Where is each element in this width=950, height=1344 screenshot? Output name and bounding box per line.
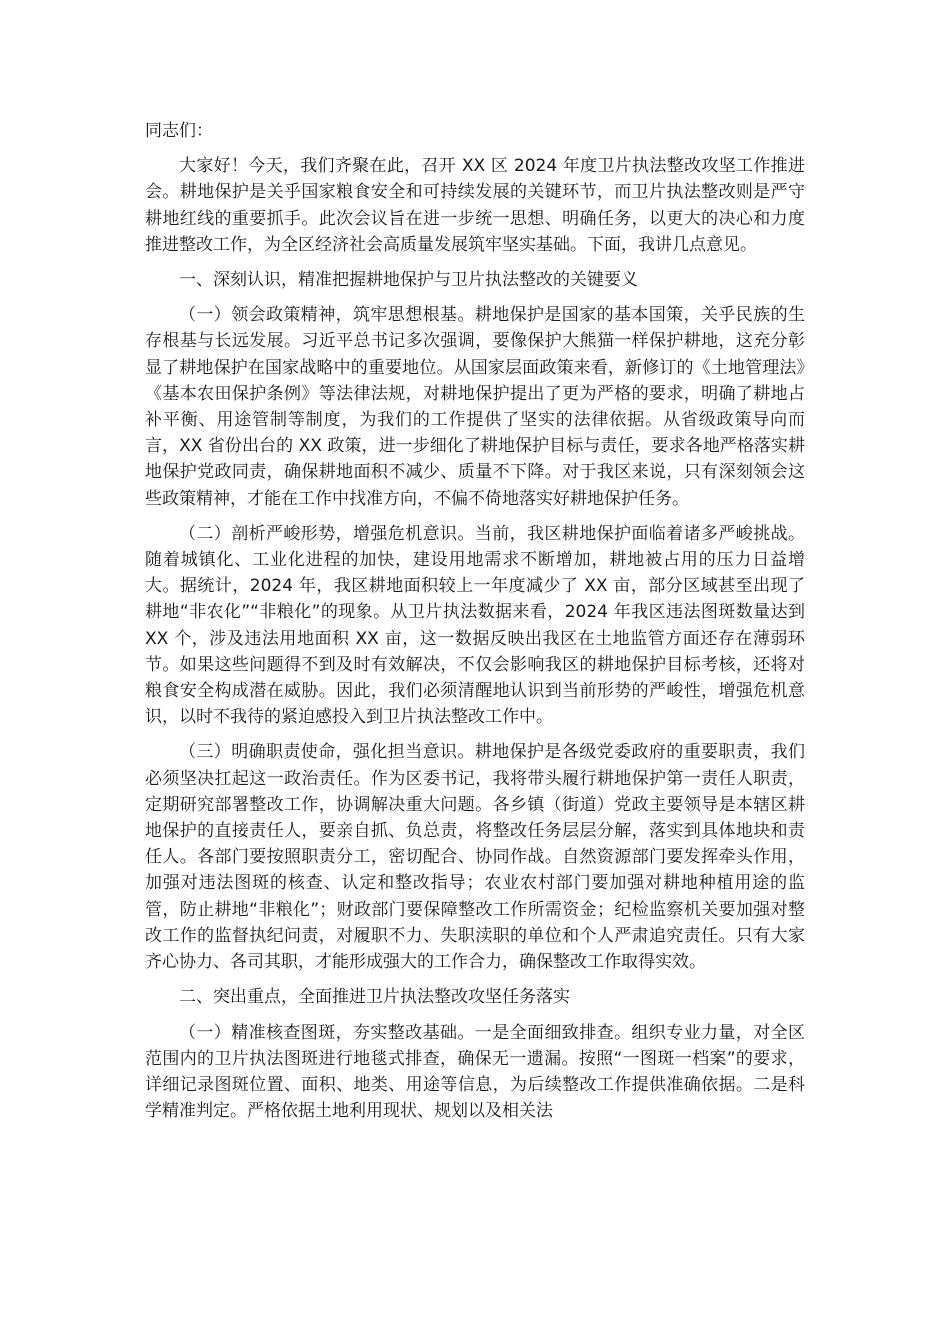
- opening-paragraph: 大家好！今天，我们齐聚在此，召开 XX 区 2024 年度卫片执法整改攻坚工作推进会。耕地保护是关乎国家粮食安全和可持续发展的关键环节，而卫片执法整改则是严守耕地红线的重要抓手。此次会议旨在进一步统一思想、明确任务，以更大的决心和力度推进整改工作，为全区经济社会高质量发展筑牢坚实基础。下面，我讲几点意见。: [145, 156, 805, 255]
- body-paragraph: （三）明确职责使命，强化担当意识。耕地保护是各级党委政府的重要职责，我们必须坚决扛起这一政治责任。作为区委书记，我将带头履行耕地保护第一责任人职责，定期研究部署整改工作，协调解决重大问题。各乡镇（街道）党政主要领导是本辖区耕地保护的直接责任人，要亲自抓、负总责，将整改任务层层分解，落实到具体地块和责任人。各部门要按照职责分工，密切配合、协同作战。自然资源部门要发挥牵头作用，加强对违法图斑的核查、认定和整改指导；农业农村部门要加强对耕地种植用途的监管，防止耕地“非粮化”；财政部门要保障整改工作所需资金；纪检监察机关要加强对整改工作的监督执纪问责，对履职不力、失职渎职的单位和个人严肃追究责任。只有大家齐心协力、各司其职，才能形成强大的工作合力，确保整改工作取得实效。: [145, 742, 805, 973]
- body-paragraph: （二）剖析严峻形势，增强危机意识。当前，我区耕地保护面临着诸多严峻挑战。随着城镇化、工业化进程的加快，建设用地需求不断增加，耕地被占用的压力日益增大。据统计，2024 年，我区耕地面积较上一年度减少了 XX 亩，部分区域甚至出现了耕地“非农化”“非粮化”的现象。从卫片执法数据来看，2024 年我区违法图斑数量达到 XX 个，涉及违法用地面积 XX 亩，这一数据反映出我区在土地监管方面还存在薄弱环节。如果这些问题得不到及时有效解决，不仅会影响我区的耕地保护目标考核，还将对粮食安全构成潜在威胁。因此，我们必须清醒地认识到当前形势的严峻性，增强危机意识，以时不我待的紧迫感投入到卫片执法整改工作中。: [145, 523, 805, 728]
- salutation: 同志们：: [145, 121, 213, 141]
- document-page: [145, 118, 805, 1133]
- body-paragraph: （一）领会政策精神，筑牢思想根基。耕地保护是国家的基本国策，关乎民族的生存根基与长远发展。习近平总书记多次强调，要像保护大熊猫一样保护耕地，这充分彰显了耕地保护在国家战略中的重要地位。从国家层面政策来看，新修订的《土地管理法》《基本农田保护条例》等法律法规，对耕地保护提出了更为严格的要求，明确了耕地占补平衡、用途管制等制度，为我们的工作提供了坚实的法律依据。从省级政策导向而言，XX 省份出台的 XX 政策，进一步细化了耕地保护目标与责任，要求各地严格落实耕地保护党政同责，确保耕地面积不减少、质量不下降。对于我区来说，只有深刻领会这些政策精神，才能在工作中找准方向，不偏不倚地落实好耕地保护任务。: [145, 305, 805, 509]
- section-heading-2: 二、突出重点，全面推进卫片执法整改攻坚任务落实: [179, 987, 570, 1008]
- section-heading-1: 一、深刻认识，精准把握耕地保护与卫片执法整改的关键要义: [179, 270, 638, 291]
- body-paragraph: （一）精准核查图斑，夯实整改基础。一是全面细致排查。组织专业力量，对全区范围内的卫片执法图斑进行地毯式排查，确保无一遗漏。按照“一图斑一档案”的要求，详细记录图斑位置、面积、地类、用途等信息，为后续整改工作提供准确依据。二是科学精准判定。严格依据土地利用现状、规划以及相关法: [145, 1022, 805, 1122]
